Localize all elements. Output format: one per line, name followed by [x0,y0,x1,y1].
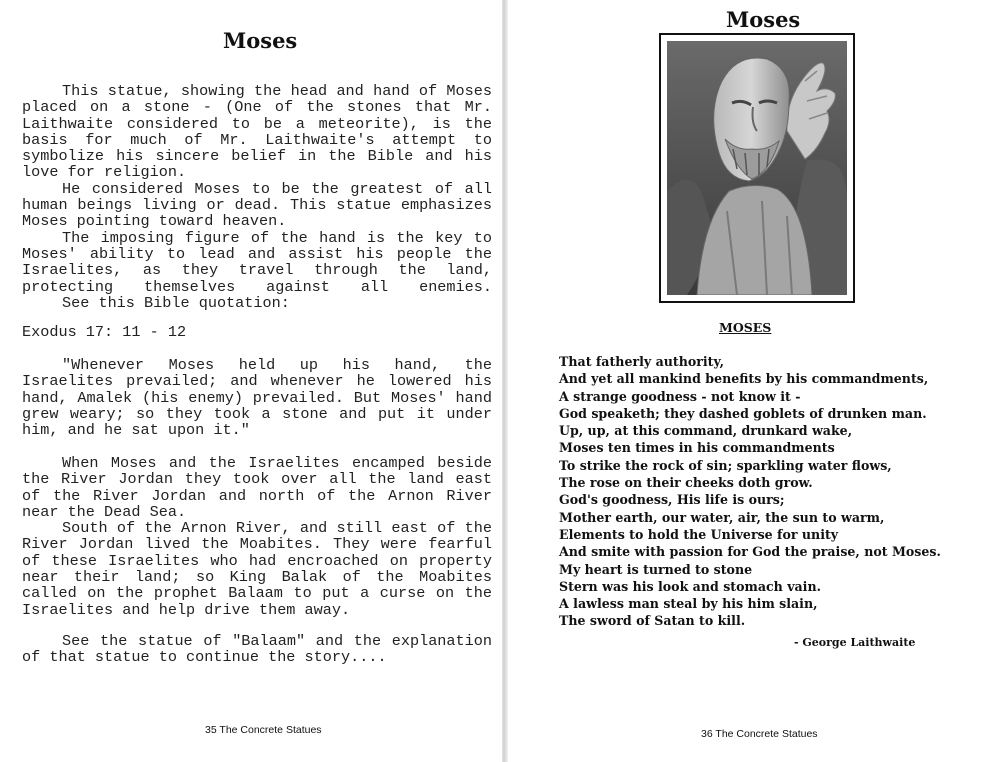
paragraph: See the statue of "Balaam" and the explanation of that statue to continue the story.... [22,632,492,667]
history-text [22,455,492,618]
paragraph: South of the Arnon River, and still east of the River Jordan lived the Moabites. They were fearful of these Israelites who had encroached on property near their land; so King Balak of the Moabites called on the prophet Balaam to put a curse on the Israelites and help drive them away. [22,519,492,619]
page-title: Moses [726,7,801,32]
poem-line: The rose on their cheeks doth grow. [559,475,813,491]
statue-photo [659,33,855,303]
poem-line: And yet all mankind benefits by his commandments, [559,371,929,387]
poem-line: A strange goodness - not know it - [559,388,801,404]
poem-line: Elements to hold the Universe for unity [559,526,839,542]
poem-line: The sword of Satan to kill. [559,613,746,629]
paragraph: See this Bible quotation: [62,293,290,312]
page-footer: 36 The Concrete Statues [701,728,818,740]
poem-line: Mother earth, our water, air, the sun to warm, [559,509,885,525]
poem-heading: MOSES [719,320,772,335]
bible-quotation [22,357,492,438]
reference-line: Exodus 17: 11 - 12 [22,323,187,341]
poem-line: My heart is turned to stone [559,561,753,577]
poem-line: A lawless man steal by his him slain, [559,596,818,612]
poem-attribution: - George Laithwaite [794,636,916,649]
poem-line: God's goodness, His life is ours; [559,492,785,508]
scripture-reference [22,324,492,340]
paragraph: This statue, showing the head and hand of Moses placed on a stone - (One of the stones that Mr. Laithwaite considered to be a meteorite), is the basis for much of Mr. Laithwaite's attempt to symbolize his sincere belief in the Bible and his love for religion. [22,82,492,182]
moses-statue-image [667,41,847,295]
poem-line: That fatherly authority, [559,354,724,369]
page-title: Moses [223,28,298,53]
paragraph: When Moses and the Israelites encamped beside the River Jordan they took over all the land east of the River Jordan and north of the Arnon River near the Dead Sea. [22,454,492,521]
quotation: "Whenever Moses held up his hand, the Israelites prevailed; and whenever he lowered his hand, Amalek (his enemy) prevailed. But Moses' hand grew weary; so they took a stone and put it under him, and he sat upon it." [22,356,492,440]
paragraph: The imposing figure of the hand is the key to Moses' ability to lead and assist his people the Israelites, as they travel through the land, protecting themselves against all enemies. [22,228,492,296]
poem-line: To strike the rock of sin; sparkling water flows, [559,457,892,473]
poem-line: Moses ten times in his commandments [559,440,835,456]
poem-line: God speaketh; they dashed goblets of drunken man. [559,405,927,421]
poem-line: Stern was his look and stomach vain. [559,578,821,594]
poem-line: Up, up, at this command, drunkard wake, [559,423,853,439]
page-footer: 35 The Concrete Statues [205,724,322,736]
poem-line: And smite with passion for God the praise, not Moses. [559,544,941,560]
right-page [508,0,1000,762]
closing-text [22,633,492,666]
poem [559,353,941,630]
paragraph: He considered Moses to be the greatest of all human beings living or dead. This statue emphasizes Moses pointing toward heaven. [22,179,492,231]
intro-text [22,83,492,311]
